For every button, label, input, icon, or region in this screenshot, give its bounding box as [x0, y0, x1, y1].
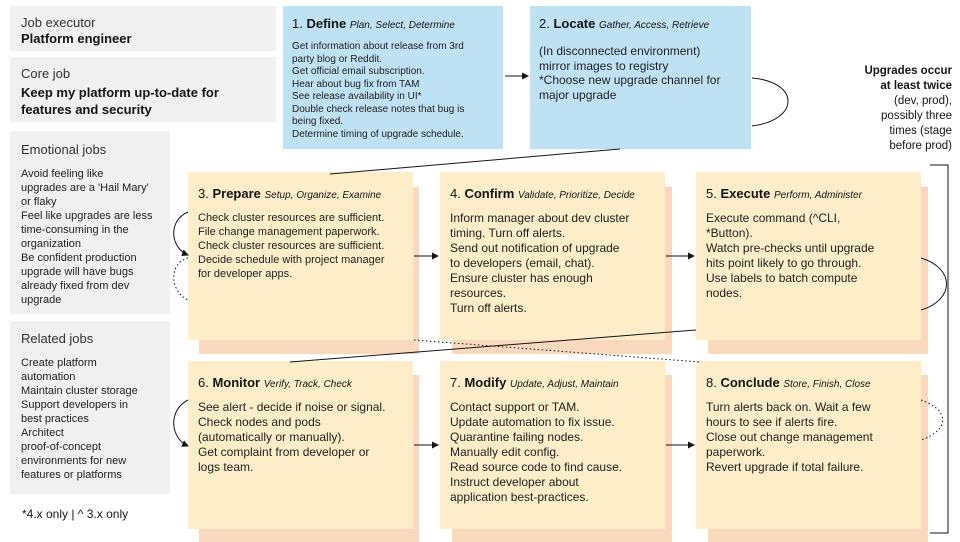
line-execute-to-monitor [290, 330, 696, 362]
job-executor-value: Platform engineer [21, 31, 132, 46]
step-6-body: See alert - decide if noise or signal. Check nodes and pods (automatically or manually). Get complaint from developer or logs team. [198, 400, 386, 474]
related-jobs-list: Create platform automation Maintain cluster storage Support developers in best practices Architect proof-of-concept environments for new features or platforms [21, 357, 138, 481]
job-executor-label: Job executor [21, 15, 96, 30]
upgrades-note: Upgrades occur at least twice (dev, prod), possibly three times (stage before prod) [864, 65, 952, 152]
step-4-heading: 4. Confirm Validate, Prioritize, Decide [450, 186, 635, 201]
step-1-body: Get information about release from 3rd party blog or Reddit. Get official email subscription. Hear about bug fix from TAM See release availability in UI* Double check release notes that bug is being fixed. Determine timing of upgrade schedule. [292, 41, 465, 140]
step-1-heading: 1. Define Plan, Select, Determine [292, 16, 455, 31]
line-locate-to-prepare [330, 149, 620, 174]
line-prepare-to-conclude-dotted [414, 340, 700, 362]
core-job-label: Core job [21, 66, 71, 81]
core-job-value: Keep my platform up-to-date for features and security [21, 85, 219, 117]
loop-prepare-dotted [174, 258, 188, 300]
loop-prepare [174, 212, 188, 255]
step-4-body: Inform manager about dev cluster timing. Turn off alerts. Send out notification of upgrade to developers (email, chat). Ensure cluster has enough resources. Turn off alerts. [450, 211, 630, 315]
step-7-heading: 7. Modify Update, Adjust, Maintain [450, 375, 619, 390]
related-jobs-title: Related jobs [21, 331, 94, 346]
bracket-repeat [930, 165, 948, 533]
emotional-jobs-title: Emotional jobs [21, 142, 107, 157]
loop-monitor [174, 400, 188, 446]
step-3-body: Check cluster resources are sufficient. File change management paperwork. Check cluster resources are sufficient. Decide schedule with project manager for developer apps. [198, 212, 385, 280]
step-2-heading: 2. Locate Gather, Access, Retrieve [539, 16, 710, 31]
step-8-body: Turn alerts back on. Wait a few hours to see if alerts fire. Close out change management paperwork. Revert upgrade if total failure. [706, 400, 873, 474]
loop-conclude-dotted [921, 400, 943, 440]
step-7-body: Contact support or TAM. Update automation to fix issue. Quarantine failing nodes. Manually edit config. Read source code to find cause. Instruct developer about application best-practices. [450, 400, 623, 504]
step-8-heading: 8. Conclude Store, Finish, Close [706, 375, 871, 390]
step-5-heading: 5. Execute Perform, Administer [706, 186, 862, 201]
step-2-body: (In disconnected environment) mirror images to registry *Choose new upgrade channel for major upgrade [539, 44, 721, 102]
step-3-heading: 3. Prepare Setup, Organize, Examine [198, 186, 382, 201]
step-5-body: Execute command (^CLI, *Button). Watch pre-checks until upgrade hits point likely to go through. Use labels to batch compute nodes. [706, 211, 875, 300]
emotional-jobs-list: Avoid feeling like upgrades are a 'Hail Mary' or flaky Feel like upgrades are less time-consuming in the organization Be confident production upgrade will have bugs already fixed from dev upgrade [21, 168, 153, 306]
loop-execute [921, 258, 947, 310]
loop-locate [752, 78, 788, 126]
legend-note: *4.x only | ^ 3.x only [22, 507, 129, 521]
step-6-heading: 6. Monitor Verify, Track, Check [198, 375, 352, 390]
